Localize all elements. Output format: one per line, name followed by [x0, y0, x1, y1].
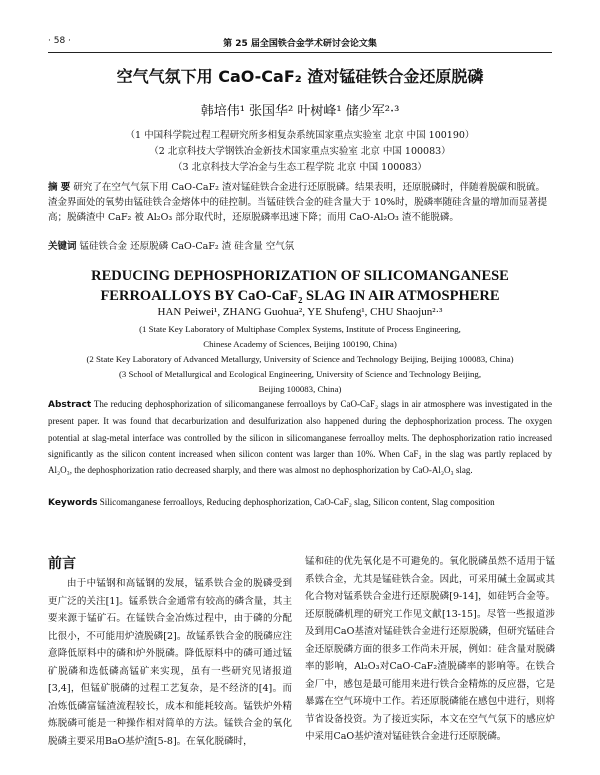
keywords-cn-text: 锰硅铁合金 还原脱磷 CaO-CaF₂ 渣 硅含量 空气氛: [79, 241, 295, 252]
body-right-paragraph: 锰和硅的优先氧化是不可避免的。氧化脱磷虽然不适用于锰系铁合金，尤其是锰硅铁合金。因此，可采用碱土金属或其化合物对锰系铁合金进行还原脱磷[9-14]，如硅钙合金等。还原脱磷机理的研究工作见文献[13-15]。尽管一些报道涉及到用CaO基渣对锰硅铁合金进行还原脱磷，但研究锰硅合金还原脱磷方面的很多工作尚未开展，例如：硅含量对脱磷率的影响，Al₂O₃对CaO-CaF₂渣脱磷率的影响等。在铁合金厂中，感包是最可能用来进行铁合金精炼的反应器，它是暴露在空气环境中工作。若还原脱磷能在感包中进行，则将节省设备投资。为了接近实际，本文在空气气氛下的感应炉中采用CaO基炉渣对锰硅铁合金进行还原脱磷。: [305, 556, 555, 742]
running-title: 第 25 届全国铁合金学术研讨会论文集: [223, 39, 377, 49]
affiliation-cn-3: （3 北京科技大学冶金与生态工程学院 北京 中国 100083）: [173, 162, 427, 173]
affiliations-chinese: [60, 128, 540, 176]
affiliation-cn-1: （1 中国科学院过程工程研究所多相复杂系统国家重点实验室 北京 中国 100190）: [125, 130, 475, 141]
keywords-en-label: Keywords: [48, 498, 98, 508]
abstract-cn-label: 摘 要: [48, 182, 71, 193]
affiliation-en-1a: (1 State Key Laboratory of Multiphase Complex Systems, Institute of Process Engineering,: [139, 324, 461, 334]
keywords-en-text: Silicomanganese ferroalloys, Reducing dephosphorization, CaO-CaF₂ slag, Silicon content, Slag composition: [99, 497, 495, 507]
title-english: REDUCING DEPHOSPHORIZATION OF SILICOMANGANESE FERROALLOYS BY CaO-CaF₂ SLAG IN AIR ATMOSPHERE: [91, 268, 509, 304]
authors-english: HAN Peiwei¹, ZHANG Guohua², YE Shufeng¹, CHU Shaojun²·³: [157, 306, 443, 318]
affiliation-en-3b: Beijing 100083, China): [258, 384, 342, 394]
page-header: [48, 36, 552, 52]
affiliation-en-3a: (3 School of Metallurgical and Ecological Engineering, University of Science and Technology Beijing,: [118, 369, 482, 379]
abstract-cn-text: 研究了在空气气氛下用 CaO-CaF₂ 渣对锰硅铁合金进行还原脱磷。结果表明，还原脱磷时，伴随着脱碳和脱硫。渣金界面处的氧势由锰硅铁合金熔体中的硅控制。当锰硅铁合金的硅含量大于 10%时，脱磷率随硅含量的增加而显著提高；脱磷渣中 CaF₂ 被 Al₂O₃ 部分取代时，还原脱磷率迅速下降；而用 CaO-Al₂O₃ 渣不能脱磷。: [48, 182, 548, 223]
section-heading-introduction: 前言: [48, 556, 76, 572]
body-column-left: [48, 575, 292, 750]
abstract-english: [48, 396, 552, 478]
body-column-right: [305, 553, 555, 746]
keywords-english: [48, 494, 552, 511]
body-left-paragraph: 由于中锰钢和高锰钢的发展，锰系铁合金的脱磷受到更广泛的关注[1]。锰系铁合金通常有较高的磷含量，其主要来源于锰矿石。在锰铁合金冶炼过程中，由于磷的分配比很小，不可能用炉渣脱磷[2]。故锰系铁合金的脱磷应注意降低原料中的磷和炉外脱磷。降低原料中的磷可通过锰矿脱磷和选低磷高锰矿来实现，虽有一些研究见诸报道[3,4]，但锰矿脱磷的过程工艺复杂，是不经济的[4]。而冶炼低磷富锰渣流程较长，成本和能耗较高。锰铁炉外精炼脱磷可能是一种操作相对简单的方法。锰铁合金的氧化脱磷主要采用BaO基炉渣[5-8]。在氧化脱磷时，: [48, 578, 292, 747]
header-rule: [48, 52, 552, 53]
page-number: · 58 ·: [48, 36, 71, 46]
abstract-chinese: [48, 180, 552, 225]
affiliation-en-2: (2 State Key Laboratory of Advanced Metallurgy, University of Science and Technology Beijing, Beijing 100083, China): [86, 354, 514, 364]
affiliation-en-1b: Chinese Academy of Sciences, Beijing 100190, China): [203, 339, 397, 349]
keywords-chinese: [48, 238, 552, 252]
abstract-en-label: Abstract: [48, 400, 92, 410]
keywords-cn-label: 关键词: [48, 241, 77, 252]
title-chinese: 空气气氛下用 CaO-CaF₂ 渣对锰硅铁合金还原脱磷: [116, 67, 484, 86]
authors-chinese: 韩培伟¹ 张国华² 叶树峰¹ 储少军²·³: [200, 104, 400, 119]
abstract-en-text: The reducing dephosphorization of silicomanganese ferroalloys by CaO-CaF₂ slags in air atmosphere was investigated in the present paper. It was found that decarburization and desulfurization also happened during the dephosphorization process. The oxygen potential at slag-metal interface was controlled by the silicon in silicomanganese ferroalloy melts. The dephosphorization ratio increased significantly as the silicon content increased when silicon content was larger than 10%. When CaF₂ in the slag was partly replaced by Al₂O₃, the dephosphorization ratio decreased sharply, and there was almost no dephosphorization by CaO-Al₂O₃ slag.: [48, 399, 552, 476]
affiliations-english: [48, 322, 552, 397]
affiliation-cn-2: （2 北京科技大学钢铁冶金新技术国家重点实验室 北京 中国 100083）: [149, 146, 451, 157]
